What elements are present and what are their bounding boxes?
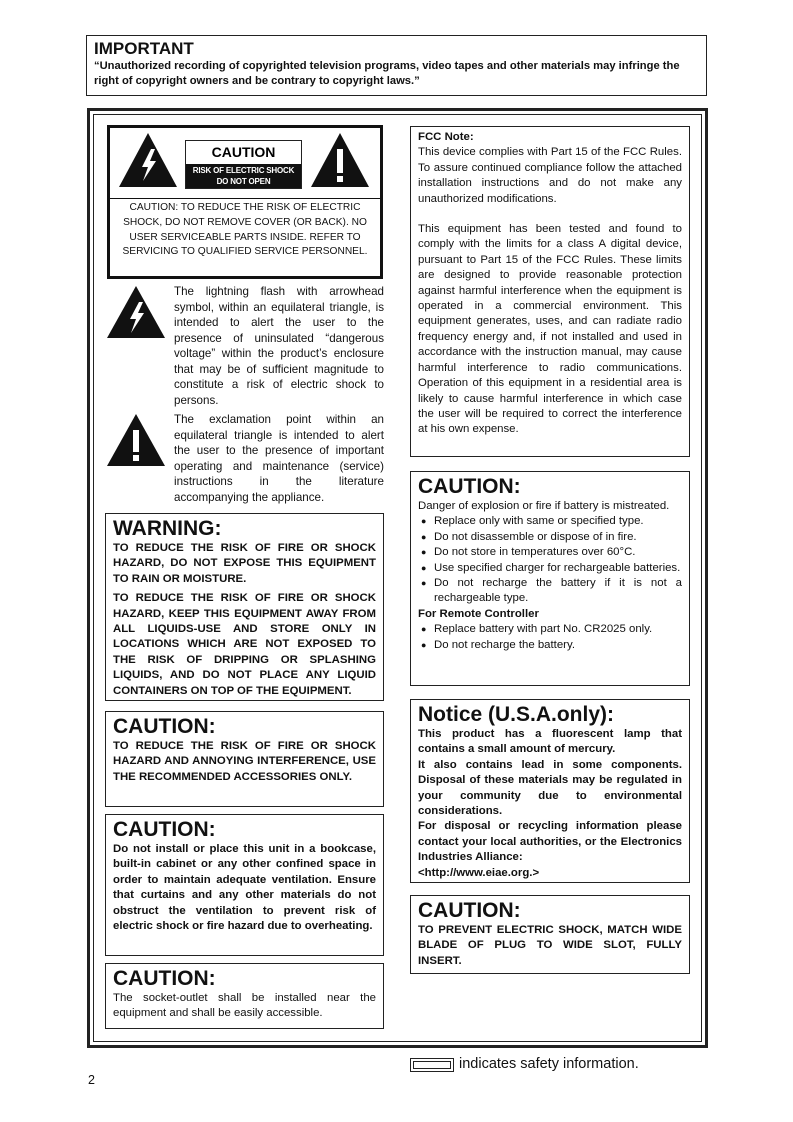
list-item: ● Do not store in temperatures over 60°C. xyxy=(418,545,682,560)
caution-accessories-title: CAUTION: xyxy=(113,715,216,738)
caution-socket-title: CAUTION: xyxy=(113,967,216,990)
safety-info-box-icon xyxy=(410,1058,454,1072)
caution-plug-box xyxy=(410,895,690,974)
list-item: ● Do not recharge the battery if it is not a rechargeable type. xyxy=(418,576,682,607)
exclamation-warning-icon xyxy=(309,131,371,189)
important-title: IMPORTANT xyxy=(94,39,194,58)
caution-battery-box xyxy=(410,471,690,686)
fcc-title: FCC Note: xyxy=(418,131,474,143)
caution-battery-intro: Danger of explosion or fire if battery is mistreated. xyxy=(418,500,670,512)
caution-ventilation-title: CAUTION: xyxy=(113,818,216,841)
exclamation-symbol-icon xyxy=(105,412,167,468)
list-item: ● Use specified charger for rechargeable batteries. xyxy=(418,561,682,576)
footer-text: indicates safety information. xyxy=(459,1056,639,1072)
notice-text-1: This product has a fluorescent lamp that contains a small amount of mercury. xyxy=(418,728,682,756)
caution-socket-box xyxy=(105,963,384,1029)
notice-url: <http://www.eiae.org.> xyxy=(418,866,540,879)
fcc-text-2: This equipment has been tested and found to comply with the limits for a class A digital device, pursuant to Part 15 of the FCC Rules. These limits are designed to provide reasonable protection against harmful interference when the equipment is operated in a commercial environment. This equipment generates, uses, and can radiate radio frequency energy and, if not installed and used in accordance with the instruction manual, may cause harmful interference to radio communications. Operation of this equipment in a residential area is likely to cause harmful interference in which case the user will be required to correct the interference at his own expense. xyxy=(418,223,682,436)
warning-box xyxy=(105,513,384,701)
caution-label-text: CAUTION: TO REDUCE THE RISK OF ELECTRIC SHOCK, DO NOT REMOVE COVER (OR BACK). NO USER SERVICEABLE PARTS INSIDE. REFER TO SERVICING TO QUALIFIED SERVICE PERSONNEL. xyxy=(122,202,368,258)
notice-text-3: For disposal or recycling information please contact your local authorities, or the Electronics Industries Alliance: xyxy=(418,820,682,864)
caution-socket-text: The socket-outlet shall be installed near the equipment and shall be easily accessible. xyxy=(113,992,376,1020)
battery-list xyxy=(418,514,682,606)
list-item: ● Replace only with same or specified type. xyxy=(418,514,682,529)
caution-plug-text: TO PREVENT ELECTRIC SHOCK, MATCH WIDE BLADE OF PLUG TO WIDE SLOT, FULLY INSERT. xyxy=(418,924,682,967)
remote-controller-title: For Remote Controller xyxy=(418,607,539,620)
notice-usa-box xyxy=(410,699,690,883)
lightning-symbol-text: The lightning flash with arrowhead symbol, within an equilateral triangle, is intended to alert the user to the presence of uninsulated “dangerous voltage” within the product’s enclosure that may be of sufficient magnitude to constitute a risk of electric shock to persons. xyxy=(174,285,384,407)
fcc-note-box xyxy=(410,126,690,457)
lightning-warning-icon xyxy=(117,131,179,189)
warning-text-2: TO REDUCE THE RISK OF FIRE OR SHOCK HAZARD, KEEP THIS EQUIPMENT AWAY FROM ALL LIQUIDS-USE AND STORE ONLY IN LOCATIONS WHICH ARE NOT EXPOSED TO THE RISK OF DRIPPING OR SPLASHING LIQUIDS, AND DO NOT PLACE ANY LIQUID CONTAINERS ON TOP OF THE EQUIPMENT. xyxy=(113,592,376,697)
important-notice xyxy=(86,35,707,96)
caution-accessories-text: TO REDUCE THE RISK OF FIRE OR SHOCK HAZARD AND ANNOYING INTERFERENCE, USE THE RECOMMENDED ACCESSORIES ONLY. xyxy=(113,740,376,783)
caution-label xyxy=(185,140,302,189)
important-text: “Unauthorized recording of copyrighted television programs, video tapes and other materials may infringe the right of copyright owners and be contrary to copyright laws.” xyxy=(94,60,680,87)
caution-plug-title: CAUTION: xyxy=(418,899,521,922)
caution-ventilation-text: Do not install or place this unit in a bookcase, built-in cabinet or any other confined space in order to maintain adequate ventilation. Ensure that curtains and any other materials do not obstruct the ventilation to prevent risk of electric shock or fire hazard due to overheating. xyxy=(113,843,376,933)
caution-label-title: CAUTION xyxy=(186,141,301,164)
warning-text-1: TO REDUCE THE RISK OF FIRE OR SHOCK HAZARD, DO NOT EXPOSE THIS EQUIPMENT TO RAIN OR MOISTURE. xyxy=(113,542,376,585)
exclamation-symbol-text: The exclamation point within an equilateral triangle is intended to alert the user to the presence of important operating and maintenance (service) instructions in the literature accompanying the appliance. xyxy=(174,413,384,504)
warning-title: WARNING: xyxy=(113,517,222,540)
lightning-symbol-icon xyxy=(105,284,167,340)
page-number: 2 xyxy=(88,1073,95,1087)
list-item: ● Replace battery with part No. CR2025 only. xyxy=(418,622,682,637)
caution-ventilation-box xyxy=(105,814,384,956)
list-item: ● Do not disassemble or dispose of in fire. xyxy=(418,530,682,545)
remote-list xyxy=(418,622,682,653)
notice-title: Notice (U.S.A.only): xyxy=(418,703,615,726)
list-item: ● Do not recharge the battery. xyxy=(418,638,682,653)
caution-label-sub1: RISK OF ELECTRIC SHOCK xyxy=(192,166,295,175)
caution-battery-title: CAUTION: xyxy=(418,475,521,498)
fcc-text-1: This device complies with Part 15 of the FCC Rules. To assure continued compliance follow the attached installation instructions and do not make any unauthorized modifications. xyxy=(418,146,682,205)
caution-label-sub2: DO NOT OPEN xyxy=(216,176,271,186)
caution-accessories-box xyxy=(105,711,384,807)
notice-text-2: It also contains lead in some components. Disposal of these materials may be regulated in your community due to environmental considerations. xyxy=(418,758,682,818)
